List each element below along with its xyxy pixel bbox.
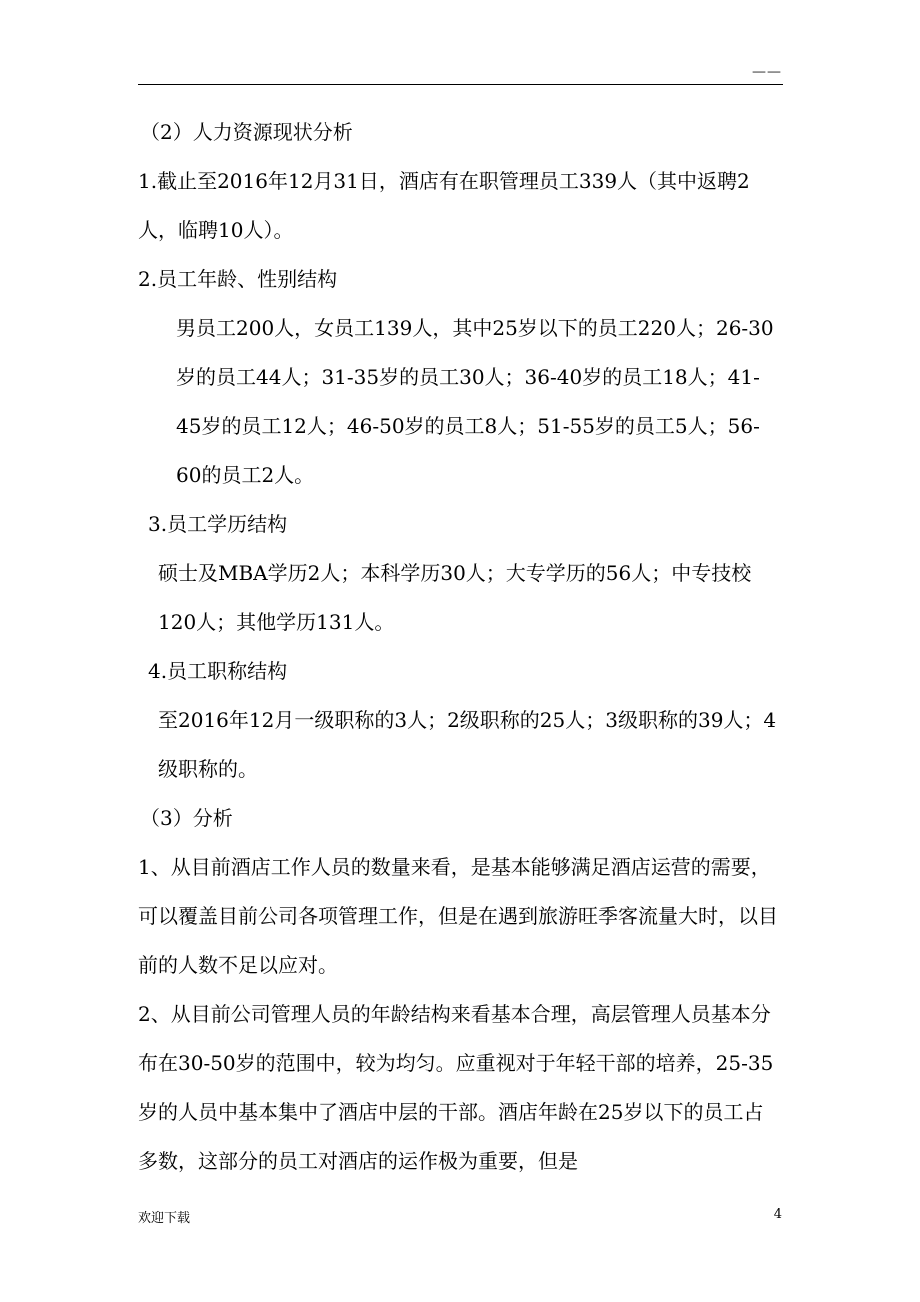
page-number: 4: [773, 1207, 782, 1222]
footer-download-text: 欢迎下载: [138, 1211, 191, 1226]
subheading-age-gender: 2.员工年龄、性别结构: [138, 267, 338, 291]
header-rule: [138, 84, 783, 85]
paragraph-education: 硕士及MBA学历2人；本科学历30人；大专学历的56人；中专技校120人；其他学历131人。: [158, 561, 752, 634]
paragraph-analysis-1: 1、从目前酒店工作人员的数量来看，是基本能够满足酒店运营的需要，可以覆盖目前公司各项管理工作，但是在遇到旅游旺季客流量大时，以目前的人数不足以应对。: [138, 855, 778, 977]
document-body: [138, 108, 783, 1186]
paragraph-analysis-2: 2、从目前公司管理人员的年龄结构来看基本合理，高层管理人员基本分布在30-50岁的范围中，较为均匀。应重视对于年轻干部的培养，25-35岁的人员中基本集中了酒店中层的干部。酒店年龄在25岁以下的员工占多数，这部分的员工对酒店的运作极为重要，但是: [138, 1002, 774, 1173]
paragraph-titles: 至2016年12月一级职称的3人；2级职称的25人；3级职称的39人；4级职称的。: [158, 708, 777, 781]
paragraph-age-gender: 男员工200人，女员工139人，其中25岁以下的员工220人；26-30岁的员工44人；31-35岁的员工30人；36-40岁的员工18人；41-45岁的员工12人；46-50岁的员工8人；51-55岁的员工5人；56-60的员工2人。: [176, 316, 774, 487]
subheading-titles: 4.员工职称结构: [148, 659, 288, 683]
subheading-education: 3.员工学历结构: [148, 512, 288, 536]
section-heading-analysis: （3）分析: [140, 806, 233, 830]
paragraph-staff-count: 1.截止至2016年12月31日，酒店有在职管理员工339人（其中返聘2人，临聘10人）。: [138, 169, 750, 242]
page-header-mark: ——: [752, 64, 782, 80]
section-heading-hr-status: （2）人力资源现状分析: [140, 120, 353, 144]
